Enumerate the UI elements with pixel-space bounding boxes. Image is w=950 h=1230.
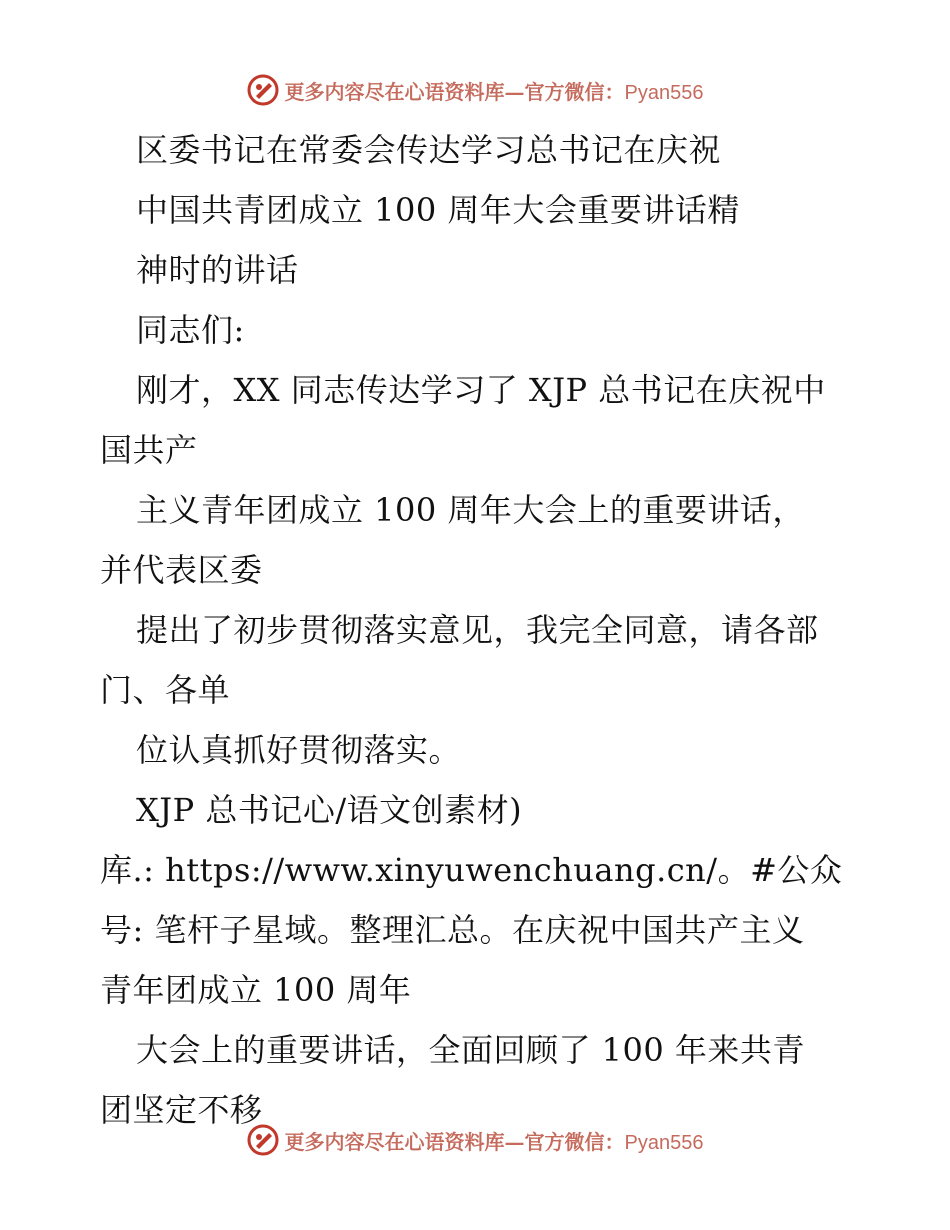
paragraph-line: 并代表区委 — [100, 551, 263, 589]
title-line-3: 神时的讲话 — [136, 251, 299, 289]
footer-banner-suffix: 官方微信： — [524, 1129, 625, 1154]
header-banner — [0, 70, 950, 110]
salutation: 同志们: — [136, 311, 245, 349]
paragraph-line: 大会上的重要讲话，全面回顾了 100 年来共青 — [136, 1031, 805, 1069]
paragraph-line: 提出了初步贯彻落实意见，我完全同意，请各部 — [136, 611, 819, 649]
paragraph-line: 位认真抓好贯彻落实。 — [136, 731, 462, 769]
footer-banner-text — [285, 1126, 704, 1155]
paragraph-line: 门、各单 — [100, 671, 231, 709]
paragraph-line: 青年团成立 100 周年 — [100, 971, 412, 1009]
footer-banner-dash: — — [504, 1129, 525, 1154]
paragraph-line: 库.: https://www.xinyuwenchuang.cn/。#公众 — [100, 851, 843, 889]
footer-banner-title: 更多内容尽在心语资料库 — [284, 1129, 505, 1154]
paragraph-line: XJP 总书记心/语文创素材) — [136, 791, 523, 829]
paragraph-line: 团坚定不移 — [100, 1091, 263, 1129]
logo-icon — [247, 1124, 279, 1156]
header-banner-text — [285, 76, 704, 105]
logo-icon — [247, 74, 279, 106]
header-banner-id: Pyan556 — [624, 81, 704, 104]
paragraph-line: 主义青年团成立 100 周年大会上的重要讲话， — [136, 491, 805, 529]
paragraph-line: 国共产 — [100, 431, 198, 469]
header-banner-title: 更多内容尽在心语资料库 — [284, 79, 505, 104]
footer-banner — [0, 1120, 950, 1160]
document-body — [100, 120, 860, 1140]
title-line-2: 中国共青团成立 100 周年大会重要讲话精 — [136, 191, 740, 229]
title-line-1: 区委书记在常委会传达学习总书记在庆祝 — [136, 131, 722, 169]
header-banner-suffix: 官方微信： — [524, 79, 625, 104]
paragraph-line: 号: 笔杆子星域。整理汇总。在庆祝中国共产主义 — [100, 911, 805, 949]
header-banner-dash: — — [504, 79, 525, 104]
footer-banner-id: Pyan556 — [624, 1131, 704, 1154]
paragraph-line: 刚才，XX 同志传达学习了 XJP 总书记在庆祝中 — [136, 371, 826, 409]
